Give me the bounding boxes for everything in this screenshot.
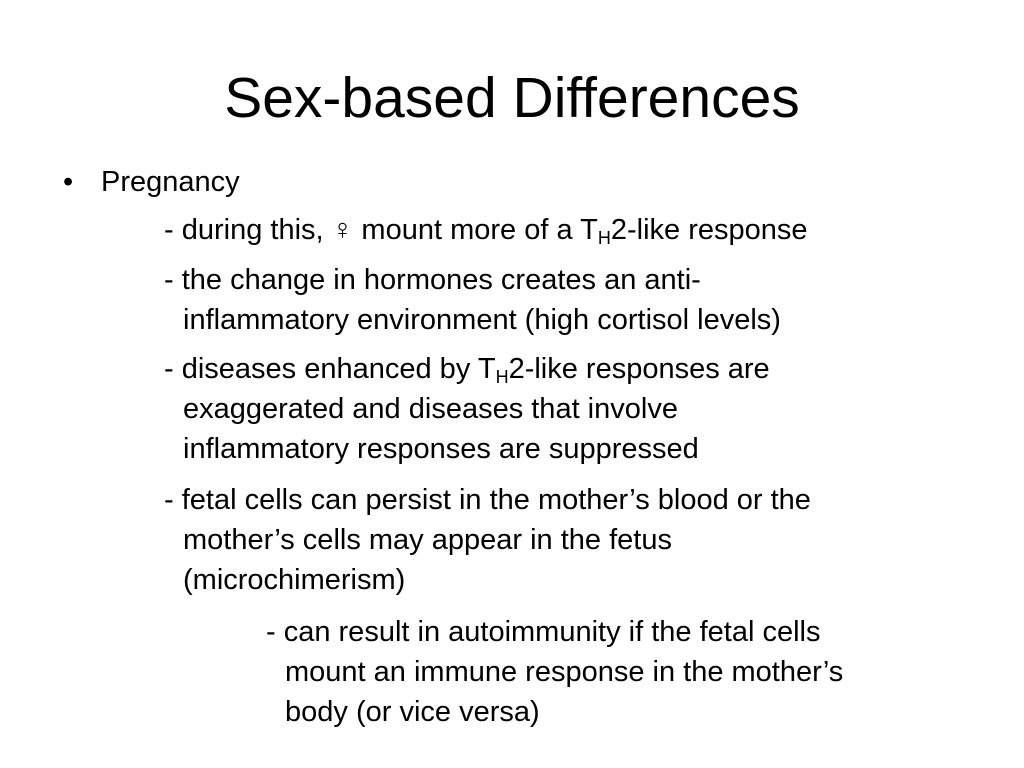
sub-point-line: inflammatory responses are suppressed: [183, 433, 699, 465]
subscript-h: H: [597, 228, 611, 248]
slide-title: Sex-based Differences: [224, 66, 800, 130]
sub-point-line: exaggerated and diseases that involve: [183, 393, 678, 425]
sub-point-text: - during this, ♀ mount more of a T: [164, 214, 598, 246]
sub-point-line: (microchimerism): [183, 564, 406, 596]
subscript-h: H: [495, 367, 509, 387]
sub-point-line: - can result in autoimmunity if the fetal cells: [266, 616, 821, 648]
sub-point-line: mount an immune response in the mother’s: [285, 656, 844, 688]
sub-point-th2-response: [164, 210, 808, 250]
sub-point-fetal-cells: [164, 480, 811, 600]
bullet-text: Pregnancy: [101, 166, 240, 198]
sub-point-line: inflammatory environment (high cortisol levels): [183, 304, 781, 336]
sub-point-hormones: [164, 260, 781, 340]
sub-point-line: - the change in hormones creates an anti-: [164, 264, 701, 296]
sub-point-text: 2-like response: [610, 214, 808, 246]
sub-point-diseases: [164, 349, 770, 469]
sub-point-line: - fetal cells can persist in the mother’s blood or the: [164, 484, 811, 516]
sub-point-text: 2-like responses are: [508, 353, 770, 385]
sub-point-line: body (or vice versa): [285, 696, 540, 728]
bullet-marker: •: [63, 166, 74, 198]
sub-point-line: mother’s cells may appear in the fetus: [183, 524, 672, 556]
sub-sub-point-autoimmunity: [266, 612, 843, 732]
sub-point-text: - diseases enhanced by T: [164, 353, 496, 385]
bullet-item-pregnancy: [63, 161, 240, 203]
